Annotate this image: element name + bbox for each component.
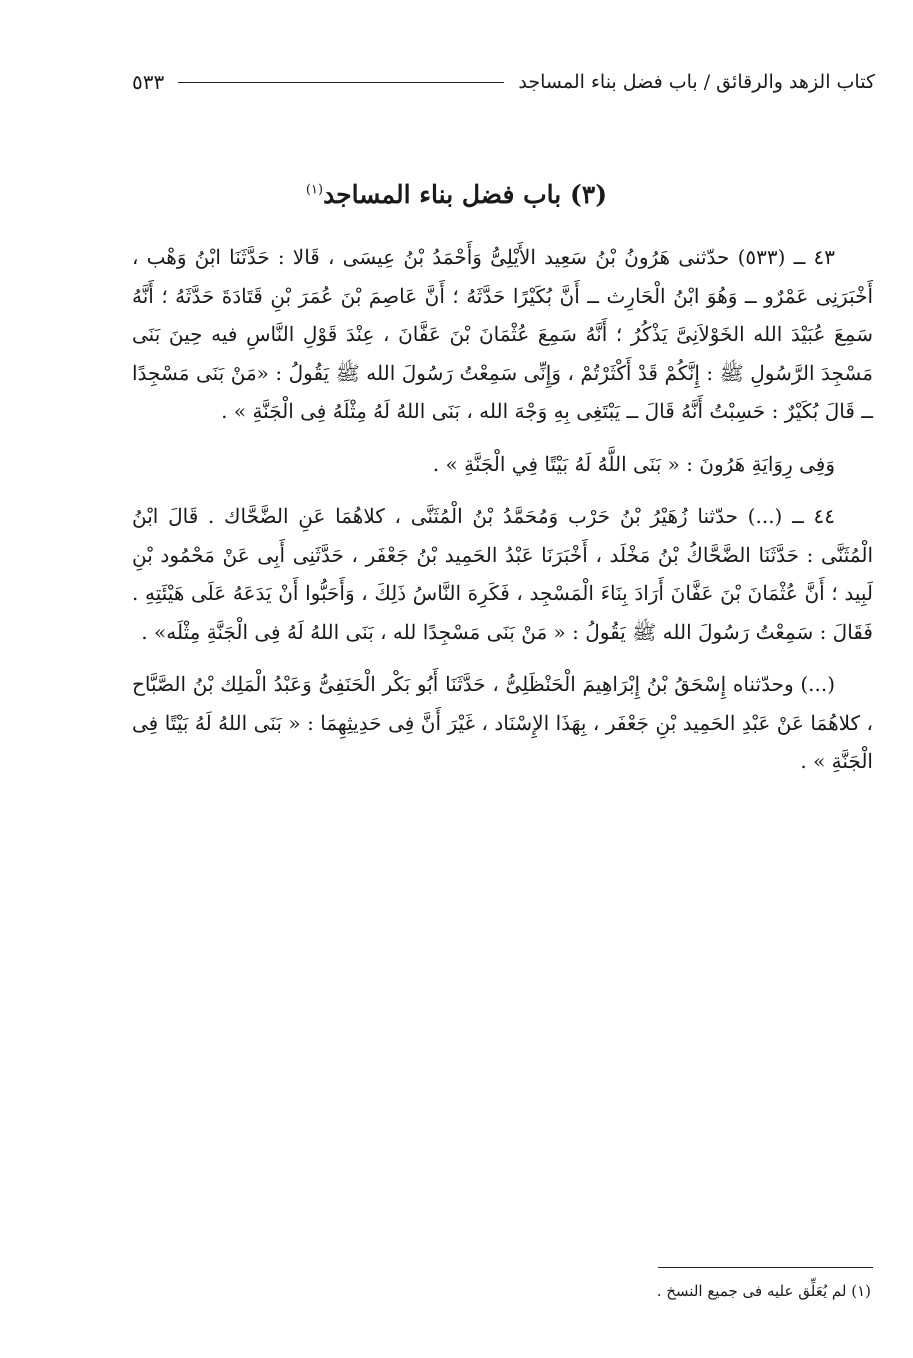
hadith-paragraph: ٤٤ ــ (...) حدّثنا زُهَيْرُ بْنُ حَرْب وَمُحَمَّدُ بْنُ الْمُثَنَّى ، كلاهُمَا عَنِ الضَّحَّاك . قَالَ ابْنُ الْمُثَنَّى : حَدَّثَنَا الضَّحَّاكُ بْنُ مَخْلَد ، أَخْبَرَنَا عَبْدُ الحَمِيد بْنُ جَعْفَر ، حَدَّثَنِى أَبِى عَنْ مَحْمُود بْنِ لَبِيد ؛ أَنَّ عُثْمَانَ بْنَ عَفَّانَ أَرَادَ بِنَاءَ الْمَسْجِد ، فَكَرِهَ النَّاسُ ذَلِكَ ، وَأَحَبُّوا أَنْ يَدَعَهُ عَلَى هَيْئَتِهِ . فَقَالَ : سَمِعْتُ رَسُولَ الله ﷺ يَقُولُ : « مَنْ بَنَى مَسْجِدًا لله ، بَنَى اللهُ لَهُ فِى الْجَنَّةِ مِثْلَه» . — [132, 504, 873, 644]
chapter-heading — [40, 180, 873, 209]
footnote-marker: (١) — [305, 182, 324, 198]
footnote-rule — [658, 1267, 873, 1268]
page-number: ٥٣٣ — [132, 70, 165, 94]
footnote: (١) لم يُعَلِّق عليه فى جميع النسخ . — [656, 1282, 871, 1300]
hadith-paragraph: (...) وحدّثناه إِسْحَقُ بْنُ إِبْرَاهِيمَ الْحَنْظَلِىُّ ، حَدَّثَنَا أَبُو بَكْر الْحَنَفِىُّ وَعَبْدُ الْمَلِك بْنُ الصَّبَّاح ، كلاهُمَا عَنْ عَبْدِ الحَمِيد بْنِ جَعْفَر ، بِهَذَا الإِسْنَاد ، غَيْرَ أَنَّ فِى حَدِيثِهِمَا : « بَنَى اللهُ لَهُ بَيْتًا فِى الْجَنَّةِ » . — [132, 672, 873, 773]
running-header — [132, 62, 875, 102]
hadith-paragraph: وَفِى رِوَايَةِ هَرُونَ : « بَنَى اللَّهُ لَهُ بَيْتًا فِي الْجَنَّةِ » . — [432, 451, 835, 476]
hadith-paragraph: ٤٣ ــ (٥٣٣) حدّثنى هَرُونُ بْنُ سَعِيد الأَيْلِىُّ وَأَحْمَدُ بْنُ عِيسَى ، قَالا : حَدَّثَنَا ابْنُ وَهْب ، أَخْبَرَنِى عَمْرٌو ــ وَهُوَ ابْنُ الْحَارِث ــ أَنَّ بُكَيْرًا حَدَّثَهُ ؛ أَنَّ عَاصِمَ بْنَ عُمَرَ بْنِ قَتَادَةَ حَدَّثَهُ ؛ أَنَّهُ سَمِعَ عُبَيْدَ الله الخَوْلاَنِىَّ يَذْكُرُ ؛ أَنَّهُ سَمِعَ عُثْمَانَ بْنَ عَفَّانَ ، عِنْدَ قَوْلِ النَّاسِ فيه حِينَ بَنَى مَسْجِدَ الرَّسُولِ ﷺ : إِنَّكُمْ قَدْ أَكْثَرْتُمْ ، وَإِنِّى سَمِعْتُ رَسُولَ الله ﷺ يَقُولُ : «مَنْ بَنَى مَسْجِدًا ــ قَالَ بُكَيْرٌ : حَسِبْتُ أَنَّهُ قَالَ ــ يَبْتَغِى بِهِ وَجْهَ الله ، بَنَى اللهُ لَهُ مِثْلَهُ فِى الْجَنَّةِ » . — [132, 245, 873, 423]
header-rule — [178, 82, 504, 83]
chapter-heading-text: (٣) باب فضل بناء المساجد — [323, 180, 608, 209]
body-text — [132, 238, 873, 781]
running-header-title: كتاب الزهد والرقائق / باب فضل بناء المساجد — [518, 71, 875, 93]
